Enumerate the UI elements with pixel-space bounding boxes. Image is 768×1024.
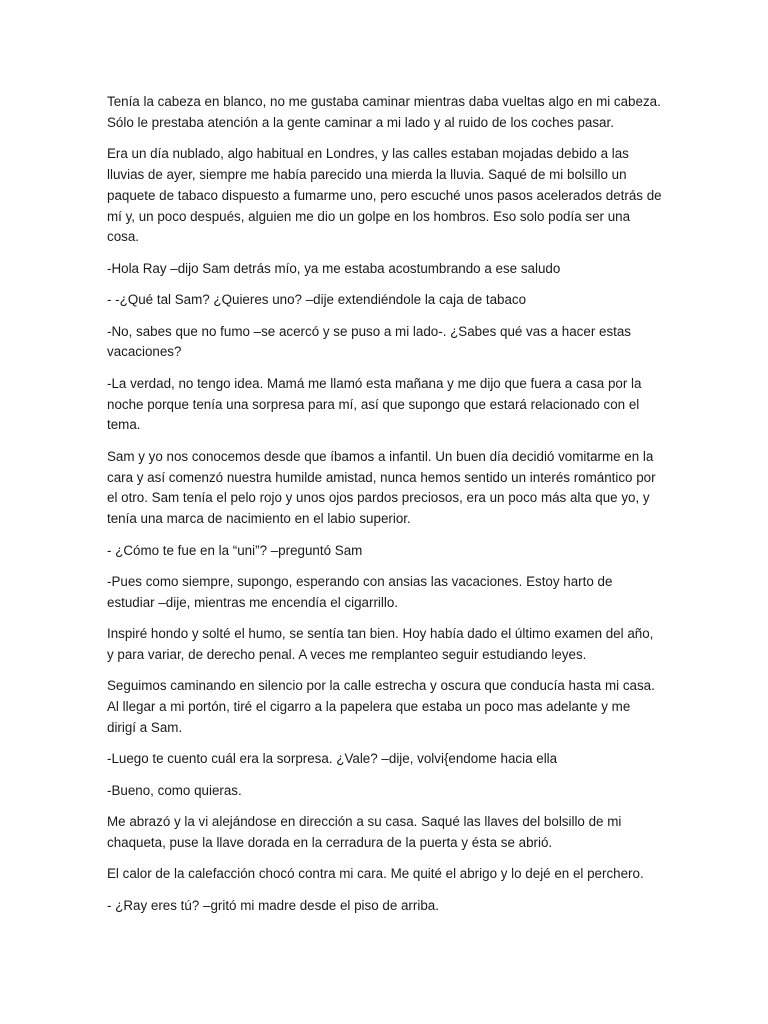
paragraph-9: -Pues como siempre, supongo, esperando con ansias las vacaciones. Estoy harto de estudiar –dije, mientras me encendía el cigarrillo. [107,573,613,610]
paragraph-8: - ¿Cómo te fue en la “uni”? –preguntó Sam [107,542,363,558]
paragraph-6: -La verdad, no tengo idea. Mamá me llamó esta mañana y me dijo que fuera a casa por la noche porque tenía una sorpresa para mí, así que supongo que estará relacionado con el tema. [107,375,642,433]
document-body [107,92,663,927]
paragraph-10: Inspiré hondo y solté el humo, se sentía tan bien. Hoy había dado el último examen del año, y para variar, de derecho penal. A veces me remplanteo seguir estudiando leyes. [107,626,654,662]
paragraph-5: -No, sabes que no fumo –se acercó y se puso a mi lado-. ¿Sabes qué vas a hacer estas vacaciones? [107,323,632,360]
paragraph-14: Me abrazó y la vi alejándose en dirección a su casa. Saqué las llaves del bolsillo de mi chaqueta, puse la llave dorada en la cerradura de la puerta y ésta se abrió. [107,814,622,850]
paragraph-1: Tenía la cabeza en blanco, no me gustaba caminar mientras daba vueltas algo en mi cabeza. Sólo le prestaba atención a la gente caminar a mi lado y al ruido de los coches pasar. [107,94,661,130]
paragraph-15: El calor de la calefacción chocó contra mi cara. Me quité el abrigo y lo dejé en el perchero. [107,866,644,882]
paragraph-13: -Bueno, como quieras. [107,782,242,798]
paragraph-2: Era un día nublado, algo habitual en Londres, y las calles estaban mojadas debido a las lluvias de ayer, siempre me había parecido una mierda la lluvia. Saqué de mi bolsillo un paquete de tabaco dispuesto a fumarme uno, pero escuché unos pasos acelerados detrás de mí y, un poco después, alguien me dio un golpe en los hombros. Eso solo podía ser una cosa. [107,146,662,245]
paragraph-11: Seguimos caminando en silencio por la calle estrecha y oscura que conducía hasta mi casa. Al llegar a mi portón, tiré el cigarro a la papelera que estaba un poco mas adelante y me dirigí a Sam. [107,678,655,735]
paragraph-3: -Hola Ray –dijo Sam detrás mío, ya me estaba acostumbrando a ese saludo [107,260,561,276]
paragraph-4: - -¿Qué tal Sam? ¿Quieres uno? –dije extendiéndole la caja de tabaco [107,292,527,308]
paragraph-16: - ¿Ray eres tú? –gritó mi madre desde el piso de arriba. [107,897,439,913]
paragraph-7: Sam y yo nos conocemos desde que íbamos a infantil. Un buen día decidió vomitarme en la cara y así comenzó nuestra humilde amistad, nunca hemos sentido un interés romántico por el otro. Sam tenía el pelo rojo y unos ojos pardos preciosos, era un poco más alta que yo, y tenía una marca de nacimiento en el labio superior. [107,448,656,527]
paragraph-12: -Luego te cuento cuál era la sorpresa. ¿Vale? –dije, volvi{endome hacia ella [107,751,558,767]
